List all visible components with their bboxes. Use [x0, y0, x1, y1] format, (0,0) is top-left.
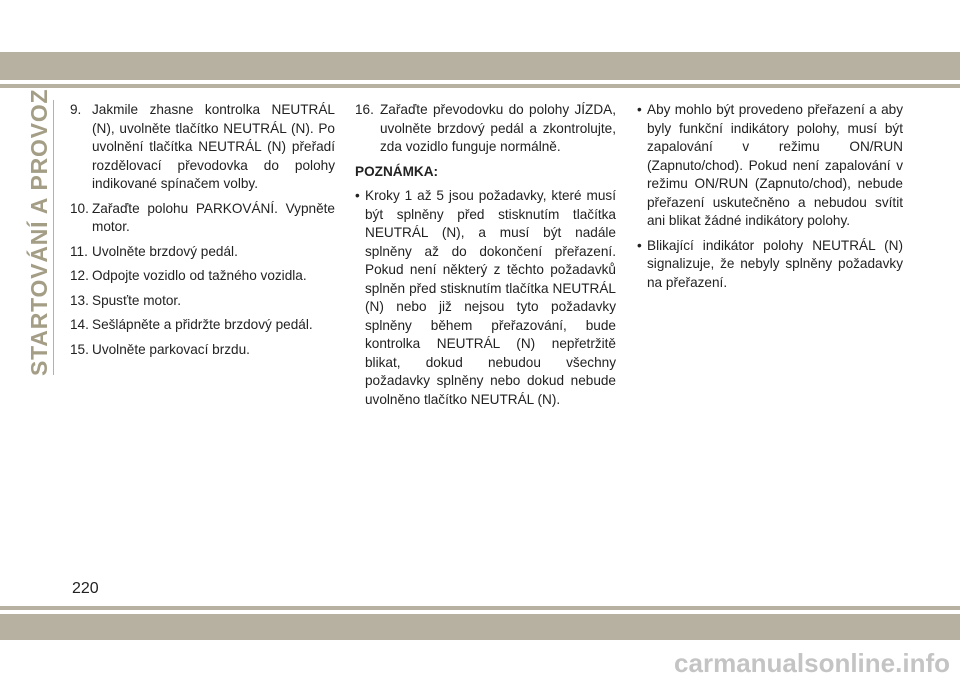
step-number: 16. — [355, 102, 374, 117]
step-number: 11. — [70, 243, 88, 259]
bullet-text: Kroky 1 až 5 jsou požadavky, které musí být splněny před stisknutím tlačítka NEUTRÁL (N), a musí být nadále splněny až do dokončení přeřazení. Pokud není některý z těchto požadavků splněn před stisknutím tlačítka NEUTRÁL (N) nebo již nejsou tyto požadavky splněny během přeřazování, bude kontrolka NEUTRÁL (N) nepřetržitě blikat, dokud nebudou všechny požadavky splněny nebo dokud nebude uvolněno tlačítko NEUTRÁL (N). — [365, 188, 616, 407]
step-text: Zařaďte polohu PARKOVÁNÍ. Vypněte motor. — [92, 200, 335, 234]
step-number: 15. — [70, 341, 89, 357]
step-text: Uvolněte brzdový pedál. — [92, 243, 238, 259]
step-number: 10. — [70, 200, 89, 216]
watermark-text: carmanualsonline.info — [674, 648, 950, 678]
top-decor-band — [0, 52, 960, 80]
note-bullet — [355, 187, 616, 409]
bullet-text: Aby mohlo být provedeno přeřazení a aby byly funkční indikátory polohy, musí být zapalování v režimu ON/RUN (Zapnuto/chod). Pokud není zapalování v režimu ON/RUN (Zapnuto/chod), nebude přeřazení uskutečněno a nebudou svítit ani blikat žádné indikátory polohy. — [647, 102, 903, 228]
step-number: 12. — [70, 268, 89, 283]
step-text: Spusťte motor. — [92, 292, 181, 308]
bullet-icon: • — [637, 237, 642, 253]
step-number: 9. — [70, 102, 82, 117]
step-text: Odpojte vozidlo od tažného vozidla. — [92, 268, 307, 283]
step-number: 13. — [70, 292, 89, 308]
bottom-decor-line — [0, 606, 960, 610]
step-item — [70, 292, 335, 311]
bullet-icon: • — [637, 102, 642, 117]
top-decor-line — [0, 84, 960, 88]
step-text: Uvolněte parkovací brzdu. — [92, 341, 250, 357]
step-item — [70, 316, 335, 335]
step-item — [70, 200, 335, 237]
section-side-title: STARTOVÁNÍ A PROVOZ — [26, 88, 52, 376]
note-bullet — [637, 101, 903, 231]
bottom-decor-band — [0, 614, 960, 640]
bullet-icon: • — [355, 188, 360, 203]
bullet-text: Blikající indikátor polohy NEUTRÁL (N) signalizuje, že nebyly splněny požadavky na přeřazení. — [647, 237, 903, 290]
right-column — [637, 101, 903, 298]
middle-column — [355, 101, 616, 415]
step-text: Zařaďte převodovku do polohy JÍZDA, uvolněte brzdový pedál a zkontrolujte, zda vozidlo funguje normálně. — [380, 102, 616, 154]
left-column — [70, 101, 335, 365]
side-title-divider — [53, 100, 54, 375]
step-item — [70, 243, 335, 262]
step-text: Jakmile zhasne kontrolka NEUTRÁL (N), uvolněte tlačítko NEUTRÁL (N). Po uvolnění tlačítka NEUTRÁL (N) přeřadí rozdělovací převodovka do polohy indikované spínačem volby. — [92, 102, 335, 191]
step-number: 14. — [70, 317, 89, 332]
step-item — [70, 341, 335, 360]
page-number: 220 — [72, 580, 99, 597]
step-item — [70, 101, 335, 194]
note-bullet — [637, 237, 903, 293]
note-heading: POZNÁMKA: — [355, 163, 439, 179]
step-item — [355, 101, 616, 157]
step-text: Sešlápněte a přidržte brzdový pedál. — [92, 317, 313, 332]
step-item — [70, 267, 335, 286]
